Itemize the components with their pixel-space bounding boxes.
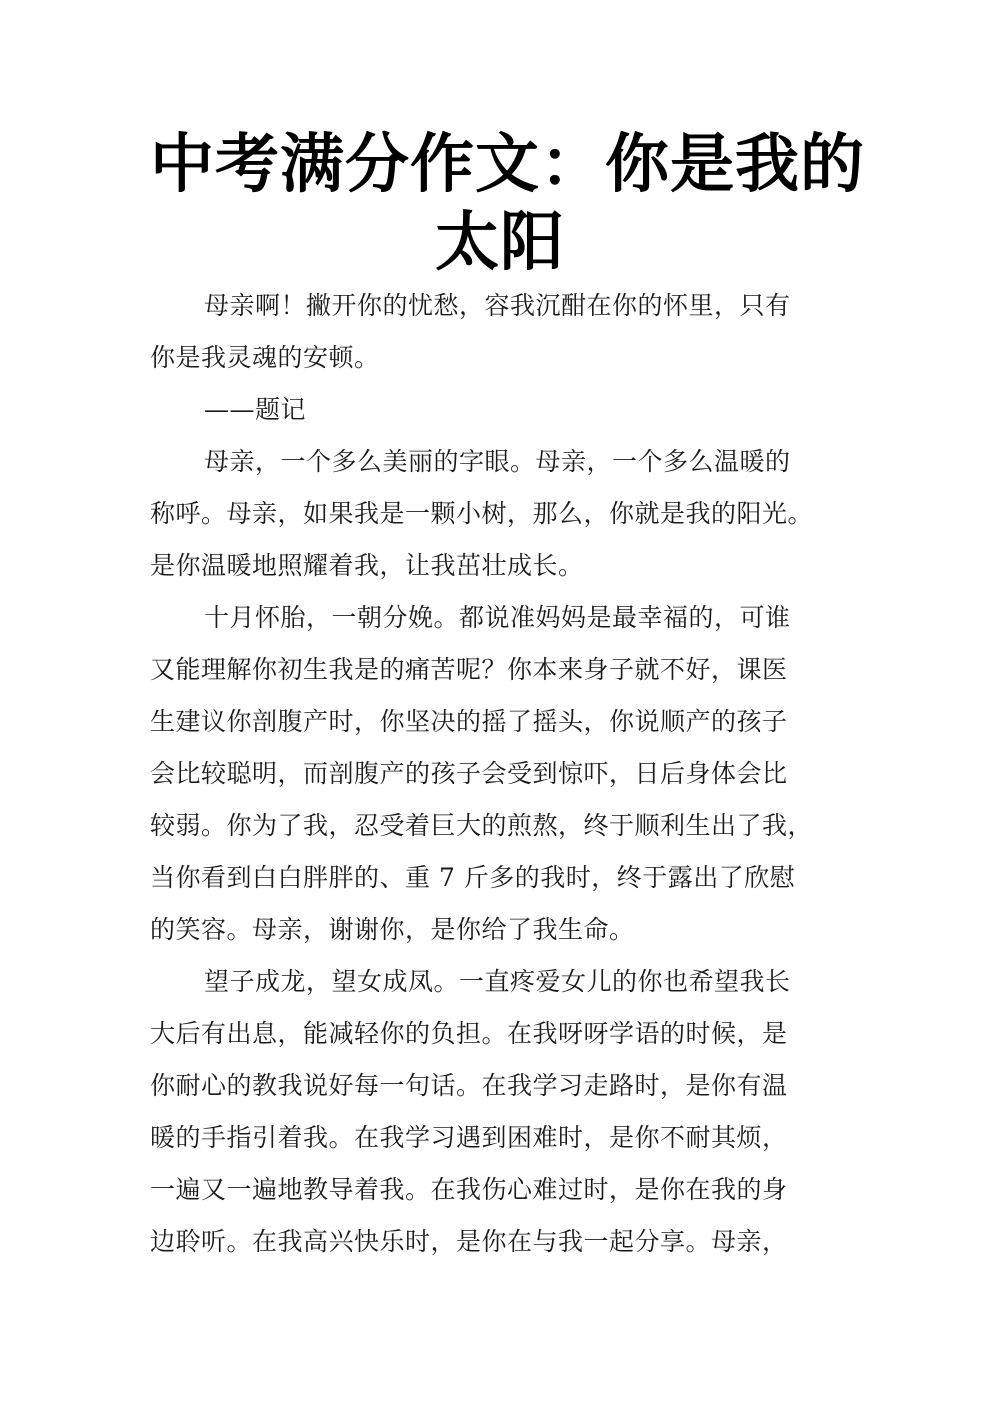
text-line: 边聆听。在我高兴快乐时，是你在与我一起分享。母亲， (150, 1227, 788, 1256)
text-line: 你耐心的教我说好每一句话。在我学习走路时，是你有温 (150, 1071, 788, 1100)
text-line: 会比较聪明，而剖腹产的孩子会受到惊吓，日后身体会比 (150, 759, 788, 788)
epigraph-attribution (150, 384, 830, 436)
text-line: 望子成龙，望女成凤。一直疼爱女儿的你也希望我长 (204, 967, 791, 996)
epigraph-paragraph (150, 280, 830, 384)
text-line: 暖的手指引着我。在我学习遇到困难时，是你不耐其烦， (150, 1123, 788, 1152)
text-line: 较弱。你为了我，忍受着巨大的煎熬，终于顺利生出了我， (150, 811, 814, 840)
document-title (150, 126, 865, 282)
body-paragraph (150, 592, 830, 956)
text-line: 十月怀胎，一朝分娩。都说准妈妈是最幸福的，可谁 (204, 603, 791, 632)
text-line: 是你温暖地照耀着我，让我茁壮成长。 (150, 551, 584, 580)
document-body (150, 280, 830, 1268)
text-line: 一遍又一遍地教导着我。在我伤心难过时，是你在我的身 (150, 1175, 788, 1204)
text-line: 母亲，一个多么美丽的字眼。母亲，一个多么温暖的 (204, 447, 791, 476)
body-paragraph (150, 436, 830, 592)
text-line: 母亲啊！撇开你的忧愁，容我沉酣在你的怀里，只有 (204, 291, 791, 320)
title-line: 中考满分作文：你是我的 (150, 128, 865, 202)
body-paragraph (150, 956, 830, 1268)
text-line: ——题记 (204, 395, 307, 424)
text-line: 当你看到白白胖胖的、重 7 斤多的我时，终于露出了欣慰 (150, 863, 796, 892)
text-line: 称呼。母亲，如果我是一颗小树，那么，你就是我的阳光。 (150, 499, 814, 528)
text-line: 你是我灵魂的安顿。 (150, 343, 380, 372)
title-line: 太阳 (435, 206, 565, 280)
text-line: 又能理解你初生我是的痛苦呢？你本来身子就不好，课医 (150, 655, 788, 684)
text-line: 的笑容。母亲，谢谢你，是你给了我生命。 (150, 915, 635, 944)
text-line: 生建议你剖腹产时，你坚决的摇了摇头，你说顺产的孩子 (150, 707, 788, 736)
text-line: 大后有出息，能减轻你的负担。在我呀呀学语的时候，是 (150, 1019, 788, 1048)
